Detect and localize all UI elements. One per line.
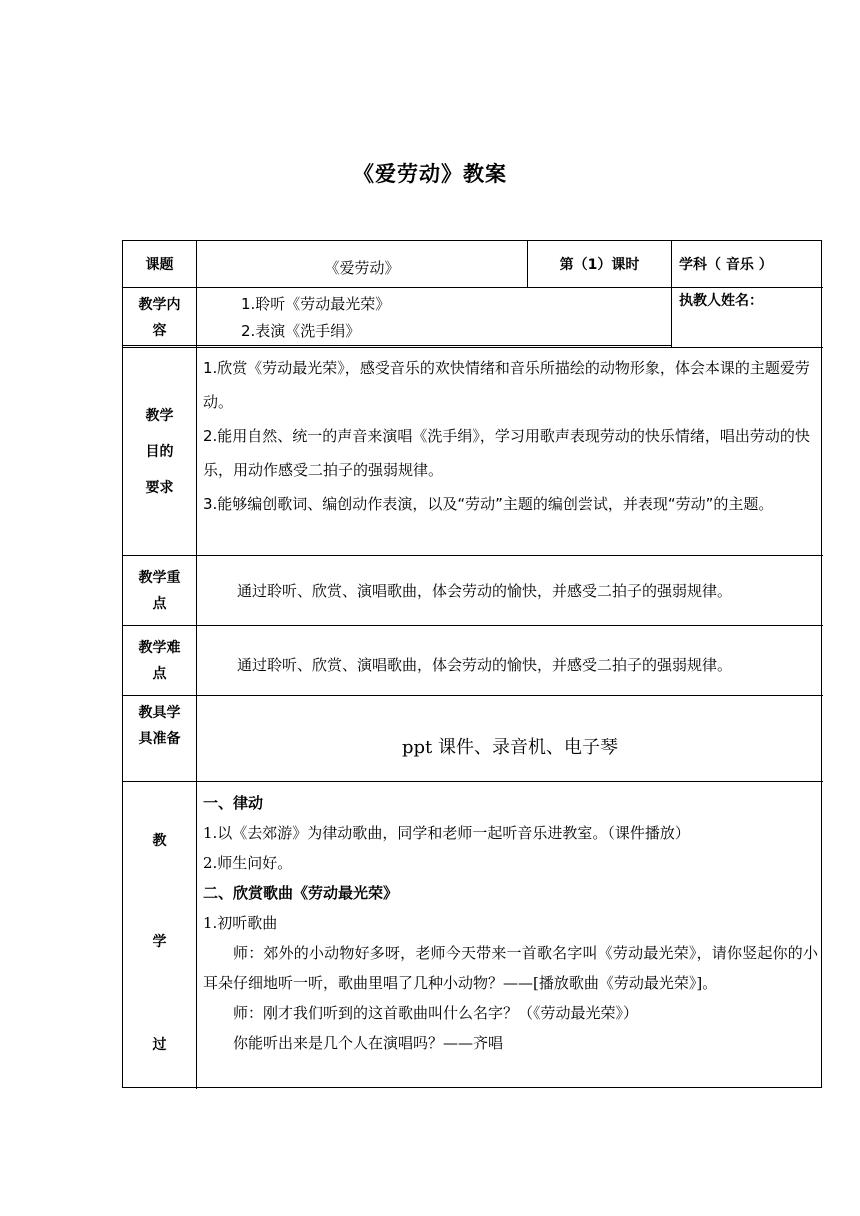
goal-item: 3.能够编创歌词、编创动作表演，以及“劳动”主题的编创尝试，并表现“劳动”的主题。: [203, 495, 774, 513]
label-goals: [123, 348, 196, 555]
row-divider: [123, 345, 671, 346]
row-divider: [123, 781, 823, 782]
section-heading: 二、欣赏歌曲《劳动最光荣》: [203, 884, 399, 902]
tools-text: ppt 课件、录音机、电子琴: [402, 737, 618, 758]
process-paragraph: 师：刚才我们听到的这首歌曲叫什么名字？（《劳动最光荣》）: [233, 1004, 639, 1022]
label-process-3: 过: [152, 1037, 167, 1053]
goal-item: 2.能用自然、统一的声音来演唱《洗手绢》，学习用歌声表现劳动的快乐情绪，唱出劳动的快乐，用动作感受二拍子的强弱规律。: [203, 427, 810, 479]
label-tools: [123, 696, 196, 756]
row-divider: [123, 625, 823, 626]
key-points-text: 通过聆听、欣赏、演唱歌曲，体会劳动的愉快，并感受二拍子的强弱规律。: [237, 582, 733, 600]
label-process-1: 教: [152, 833, 167, 849]
label-content-line2: 容: [152, 322, 167, 339]
label-key-line2: 点: [152, 595, 167, 612]
label-goals-line1: 教学: [145, 407, 174, 424]
process-line: 2.师生问好。: [203, 854, 293, 872]
process-line: 1.初听歌曲: [203, 914, 278, 932]
label-process-2: 学: [152, 934, 167, 950]
row-divider: [123, 347, 823, 348]
content-item: 1.聆听《劳动最光荣》: [241, 295, 391, 313]
label-topic: 课题: [145, 257, 174, 273]
content-item: 2.表演《洗手绢》: [241, 322, 361, 340]
lesson-name: 《爱劳动》: [324, 258, 400, 277]
label-tools-line1: 教具学: [138, 705, 181, 721]
section-heading: 一、律动: [203, 794, 264, 812]
process-line: 1.以《去郊游》为律动歌曲，同学和老师一起听音乐进教室。（课件播放）: [203, 824, 690, 842]
label-key-line1: 教学重: [138, 569, 181, 586]
column-divider: [196, 241, 197, 1089]
subject-label: 学科（ 音乐 ）: [679, 257, 773, 273]
process-paragraph: 师：郊外的小动物好多呀，老师今天带来一首歌名字叫《劳动最光荣》，请你竖起你的小耳朵仔细地听一听，歌曲里唱了几种小动物？——[播放歌曲《劳动最光荣》]。: [203, 944, 818, 992]
label-content: [123, 288, 196, 347]
lesson-plan-table: [122, 240, 822, 1088]
goals-list: [203, 351, 817, 555]
label-content-line1: 教学内: [138, 296, 181, 313]
label-tools-line2: 具准备: [138, 731, 181, 747]
teacher-name-label: 执教人姓名：: [679, 293, 763, 309]
goal-item: 1.欣赏《劳动最光荣》，感受音乐的欢快情绪和音乐所描绘的动物形象，体会本课的主题爱劳动。: [203, 359, 810, 411]
column-divider: [671, 241, 672, 347]
row-divider: [123, 695, 823, 696]
difficulties-text: 通过聆听、欣赏、演唱歌曲，体会劳动的愉快，并感受二拍子的强弱规律。: [237, 656, 733, 674]
row-divider: [123, 287, 823, 288]
document-title: 《爱劳动》教案: [353, 162, 507, 186]
row-divider: [123, 555, 823, 556]
content-list: [241, 291, 661, 345]
label-key-points: [123, 556, 196, 625]
lesson-period: 第（1）课时: [559, 257, 640, 273]
label-difficulties: [123, 626, 196, 695]
process-paragraph: 你能听出来是几个人在演唱吗？——齐唱: [233, 1034, 504, 1052]
label-goals-line3: 要求: [145, 479, 174, 496]
process-content: [203, 788, 818, 1088]
label-goals-line2: 目的: [145, 443, 174, 460]
label-diff-line1: 教学难: [138, 639, 181, 656]
label-diff-line2: 点: [152, 665, 167, 682]
